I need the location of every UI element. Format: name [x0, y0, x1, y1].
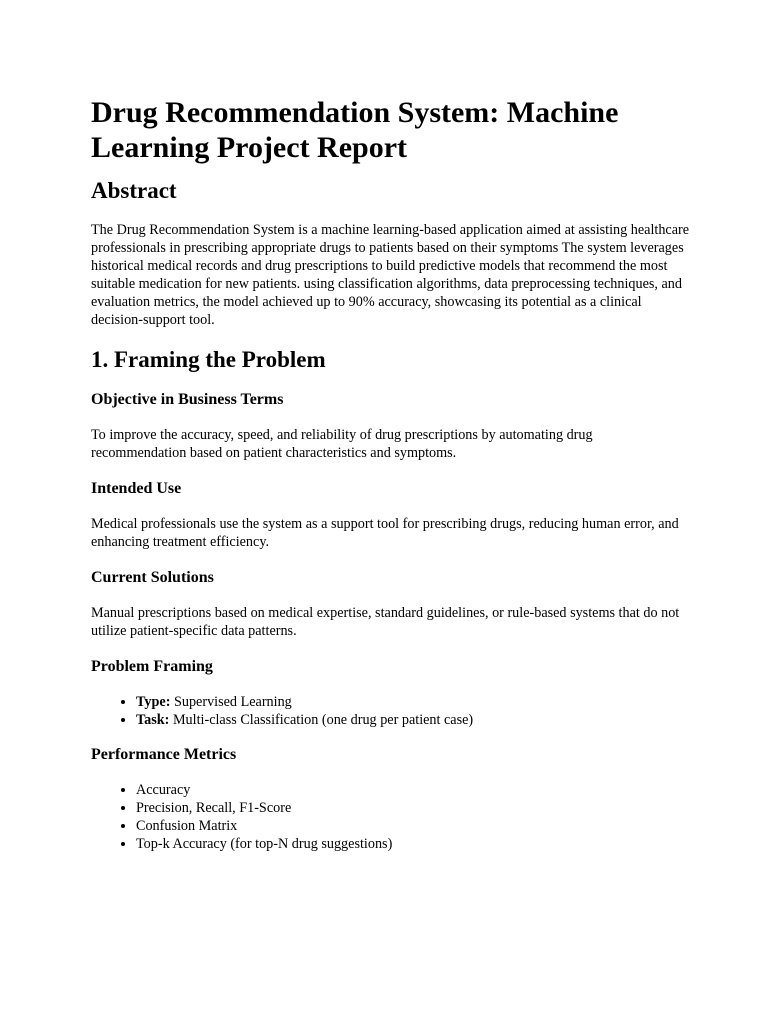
list-item: • Top-k Accuracy (for top-N drug suggestions) [136, 835, 691, 853]
performance-metrics-list [91, 781, 691, 853]
list-item: • Confusion Matrix [136, 817, 691, 835]
intended-use-paragraph: Medical professionals use the system as a support tool for prescribing drugs, reducing human error, and enhancing treatment efficiency. [91, 516, 679, 550]
intended-use-heading: Intended Use [91, 480, 182, 497]
list-item: • Precision, Recall, F1-Score [136, 799, 691, 817]
problem-framing-list [91, 693, 691, 729]
objective-heading: Objective in Business Terms [91, 391, 284, 408]
objective-paragraph: To improve the accuracy, speed, and reliability of drug prescriptions by automating drug recommendation based on patient characteristics and symptoms. [91, 427, 593, 461]
problem-framing-heading: Problem Framing [91, 658, 213, 675]
framing-heading: 1. Framing the Problem [91, 347, 326, 372]
abstract-paragraph: The Drug Recommendation System is a machine learning-based application aimed at assisting healthcare professionals in prescribing appropriate drugs to patients based on their symptoms The system leverages historical medical records and drug prescriptions to build predictive models that recommend the most suitable medication for new patients. using classification algorithms, data preprocessing techniques, and evaluation metrics, the model achieved up to 90% accuracy, showcasing its potential as a clinical decision-support tool. [91, 222, 690, 328]
list-item-label: Type: [136, 694, 171, 710]
list-item-text: Multi-class Classification (one drug per patient case) [172, 712, 474, 728]
list-item [136, 711, 691, 729]
list-item [136, 693, 691, 711]
list-item-text: Supervised Learning [173, 694, 292, 710]
performance-metrics-heading: Performance Metrics [91, 746, 237, 763]
current-solutions-paragraph: Manual prescriptions based on medical expertise, standard guidelines, or rule-based systems that do not utilize patient-specific data patterns. [91, 605, 680, 639]
document-title: Drug Recommendation System: Machine Learning Project Report [91, 96, 619, 164]
current-solutions-heading: Current Solutions [91, 569, 214, 586]
abstract-heading: Abstract [91, 178, 177, 203]
document-page [91, 95, 691, 869]
list-item-label: Task: [136, 712, 170, 728]
list-item: • Accuracy [136, 781, 691, 799]
